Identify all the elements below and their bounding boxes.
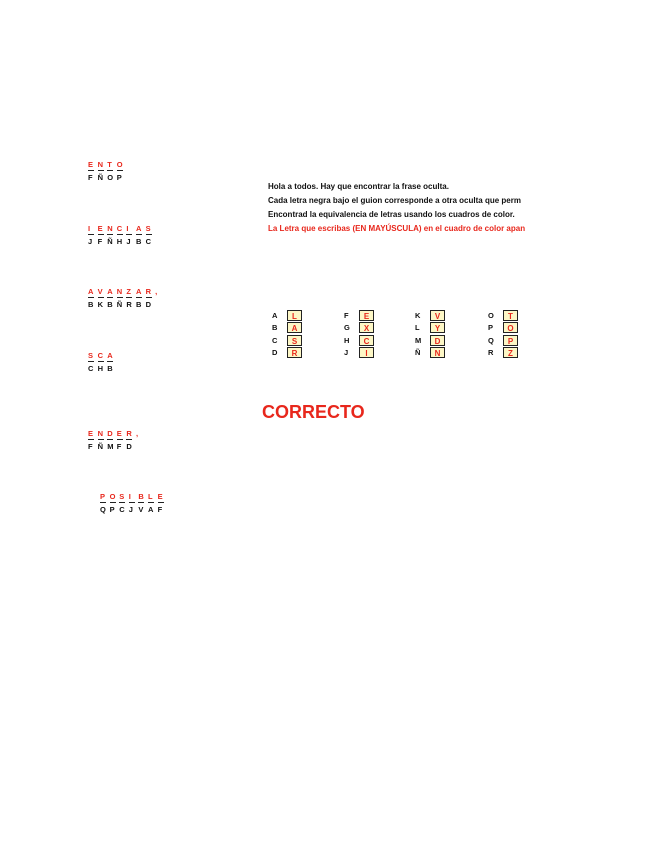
answer-letter[interactable]: , <box>155 287 158 296</box>
dash-row <box>88 169 126 173</box>
puzzle-word-5 <box>88 429 146 451</box>
dash-row <box>88 296 165 300</box>
code-letter: C <box>88 364 94 373</box>
code-letter: Q <box>100 505 106 514</box>
key-pair <box>488 334 518 347</box>
code-letter: B <box>135 237 142 246</box>
code-letter: F <box>116 442 122 451</box>
key-pair <box>272 309 302 322</box>
code-letter: K <box>97 300 104 309</box>
answer-letter[interactable]: E <box>88 160 94 169</box>
instruction-line: Cada letra negra bajo el guion corresponde a otra oculta que perm <box>268 196 521 205</box>
code-letter: O <box>107 173 114 182</box>
cipher-letter: Ñ <box>415 348 421 358</box>
answer-letter[interactable]: P <box>100 492 106 501</box>
answer-row <box>100 492 167 501</box>
instruction-line: Encontrad la equivalencia de letras usando los cuadros de color. <box>268 210 515 219</box>
code-letter: V <box>138 505 144 514</box>
code-letter: A <box>147 505 154 514</box>
plain-letter-cell[interactable]: L <box>287 310 302 321</box>
code-row <box>100 505 167 514</box>
cipher-letter: M <box>415 335 422 345</box>
key-pair <box>344 347 374 360</box>
code-letter: C <box>145 237 151 246</box>
cipher-letter: H <box>344 335 350 345</box>
key-group-1 <box>272 309 302 359</box>
cipher-letter: Q <box>488 335 494 345</box>
code-letter: H <box>97 364 104 373</box>
instruction-line: Hola a todos. Hay que encontrar la frase oculta. <box>268 182 449 191</box>
answer-letter[interactable]: A <box>88 287 94 296</box>
answer-row <box>88 351 117 360</box>
dash-row <box>88 360 117 364</box>
plain-letter-cell[interactable]: A <box>287 322 302 333</box>
code-letter: R <box>126 300 132 309</box>
answer-letter[interactable]: C <box>116 224 123 233</box>
blank-dash <box>107 169 117 173</box>
code-letter: C <box>119 505 125 514</box>
plain-letter-cell[interactable]: X <box>359 322 374 333</box>
answer-row <box>88 224 155 233</box>
answer-letter[interactable]: S <box>88 351 94 360</box>
answer-letter[interactable]: L <box>147 492 153 501</box>
answer-letter[interactable]: R <box>145 287 151 296</box>
answer-letter[interactable]: A <box>135 224 142 233</box>
answer-letter[interactable]: E <box>88 429 94 438</box>
blank-dash <box>100 501 110 505</box>
answer-letter[interactable]: N <box>97 429 104 438</box>
answer-letter[interactable]: T <box>107 160 112 169</box>
code-letter: F <box>88 442 93 451</box>
plain-letter-cell[interactable]: Y <box>430 322 445 333</box>
answer-letter[interactable]: S <box>145 224 151 233</box>
blank-dash <box>126 296 136 300</box>
cipher-letter: O <box>488 310 494 320</box>
code-row <box>88 364 117 373</box>
answer-letter[interactable]: V <box>97 287 103 296</box>
cipher-letter: F <box>344 310 349 320</box>
plain-letter-cell[interactable]: O <box>503 322 518 333</box>
cipher-letter: P <box>488 323 494 333</box>
code-letter: Ñ <box>116 300 123 309</box>
code-letter: B <box>88 300 94 309</box>
blank-dash <box>146 296 156 300</box>
code-letter: P <box>116 173 122 182</box>
blank-dash <box>88 233 98 237</box>
dash-row <box>88 438 146 442</box>
code-letter: J <box>128 505 133 514</box>
blank-dash <box>158 501 168 505</box>
code-letter: M <box>107 442 114 451</box>
code-letter: F <box>97 237 103 246</box>
code-letter: B <box>107 364 113 373</box>
blank-dash <box>98 233 108 237</box>
cipher-letter: R <box>488 348 494 358</box>
blank-dash <box>146 233 156 237</box>
blank-dash <box>88 169 98 173</box>
key-pair <box>415 347 445 360</box>
dash-row <box>88 233 155 237</box>
blank-dash <box>98 169 108 173</box>
answer-letter[interactable]: E <box>116 429 122 438</box>
code-letter: F <box>157 505 163 514</box>
puzzle-word-1 <box>88 160 126 182</box>
puzzle-word-3 <box>88 287 165 309</box>
plain-letter-cell[interactable]: I <box>359 347 374 358</box>
key-pair <box>488 322 518 335</box>
plain-letter-cell[interactable]: N <box>430 347 445 358</box>
code-letter: H <box>116 237 123 246</box>
cipher-letter: A <box>272 310 278 320</box>
code-letter: D <box>126 442 132 451</box>
answer-letter[interactable]: I <box>126 224 129 233</box>
plain-letter-cell[interactable]: T <box>503 310 518 321</box>
code-row <box>88 442 146 451</box>
answer-letter[interactable]: A <box>107 287 113 296</box>
key-pair <box>272 334 302 347</box>
dash-row <box>100 501 167 505</box>
blank-dash <box>117 233 127 237</box>
key-pair <box>415 322 445 335</box>
answer-letter[interactable]: A <box>107 351 113 360</box>
code-row <box>88 173 126 182</box>
blank-dash <box>107 296 117 300</box>
answer-letter[interactable]: N <box>107 224 113 233</box>
key-pair <box>272 347 302 360</box>
key-pair <box>344 334 374 347</box>
blank-dash <box>117 438 127 442</box>
key-pair <box>344 309 374 322</box>
plain-letter-cell[interactable]: Z <box>503 347 518 358</box>
plain-letter-cell[interactable]: V <box>430 310 445 321</box>
answer-letter[interactable]: R <box>126 429 132 438</box>
blank-dash <box>136 296 146 300</box>
code-letter: J <box>88 237 93 246</box>
key-pair <box>344 322 374 335</box>
blank-dash <box>117 296 127 300</box>
blank-dash <box>107 360 117 364</box>
code-letter: D <box>145 300 151 309</box>
code-letter: Ñ <box>97 173 104 182</box>
cipher-letter: L <box>415 323 420 333</box>
answer-letter[interactable]: N <box>116 287 123 296</box>
plain-letter-cell[interactable]: P <box>503 335 518 346</box>
answer-letter[interactable]: B <box>138 492 144 501</box>
answer-row <box>88 287 165 296</box>
code-letter: Ñ <box>107 237 113 246</box>
key-pair <box>415 334 445 347</box>
code-row <box>88 300 165 309</box>
blank-dash <box>148 501 158 505</box>
status-correct: CORRECTO <box>262 402 365 422</box>
key-pair <box>488 309 518 322</box>
blank-dash <box>98 296 108 300</box>
plain-letter-cell[interactable]: E <box>359 310 374 321</box>
key-pair <box>272 322 302 335</box>
plain-letter-cell[interactable]: S <box>287 335 302 346</box>
answer-letter[interactable]: S <box>119 492 125 501</box>
cipher-letter: G <box>344 323 350 333</box>
key-group-4 <box>488 309 518 359</box>
puzzle-word-2 <box>88 224 155 246</box>
code-letter: Ñ <box>97 442 104 451</box>
blank-dash <box>136 233 146 237</box>
cipher-letter: K <box>415 310 421 320</box>
answer-letter[interactable]: D <box>107 429 113 438</box>
key-pair <box>415 309 445 322</box>
plain-letter-cell[interactable]: C <box>359 335 374 346</box>
answer-letter[interactable]: O <box>116 160 123 169</box>
blank-dash <box>98 438 108 442</box>
instructions-text <box>268 180 557 236</box>
answer-row <box>88 429 146 438</box>
answer-letter[interactable]: Z <box>126 287 131 296</box>
cipher-letter: D <box>272 348 278 358</box>
blank-dash <box>110 501 120 505</box>
code-letter: P <box>109 505 115 514</box>
answer-letter[interactable]: A <box>135 287 142 296</box>
answer-letter[interactable]: I <box>88 224 91 233</box>
answer-letter[interactable]: I <box>128 492 131 501</box>
code-letter: F <box>88 173 93 182</box>
code-row <box>88 237 155 246</box>
blank-dash <box>107 233 117 237</box>
answer-letter[interactable]: , <box>135 429 139 438</box>
blank-dash <box>126 233 136 237</box>
blank-dash <box>129 501 139 505</box>
blank-dash <box>119 501 129 505</box>
code-letter: B <box>107 300 113 309</box>
plain-letter-cell[interactable]: D <box>430 335 445 346</box>
blank-dash <box>88 296 98 300</box>
cipher-letter: J <box>344 348 349 358</box>
key-group-3 <box>415 309 445 359</box>
answer-letter[interactable]: E <box>157 492 163 501</box>
cipher-letter: C <box>272 335 278 345</box>
blank-dash <box>107 438 117 442</box>
code-letter: J <box>126 237 131 246</box>
cipher-letter: B <box>272 323 278 333</box>
answer-letter[interactable]: O <box>109 492 116 501</box>
code-letter: B <box>135 300 142 309</box>
answer-letter[interactable]: C <box>97 351 104 360</box>
blank-dash <box>117 169 127 173</box>
answer-letter[interactable]: N <box>97 160 104 169</box>
blank-dash <box>98 360 108 364</box>
instruction-line-highlight: La Letra que escribas (EN MAYÚSCULA) en el cuadro de color apan <box>268 224 526 233</box>
blank-dash <box>126 438 136 442</box>
blank-dash <box>138 501 148 505</box>
answer-row <box>88 160 126 169</box>
key-group-2 <box>344 309 374 359</box>
puzzle-word-4 <box>88 351 117 373</box>
puzzle-word-6 <box>100 492 167 514</box>
blank-dash <box>88 360 98 364</box>
answer-letter[interactable]: E <box>97 224 103 233</box>
key-pair <box>488 347 518 360</box>
plain-letter-cell[interactable]: R <box>287 347 302 358</box>
blank-dash <box>88 438 98 442</box>
